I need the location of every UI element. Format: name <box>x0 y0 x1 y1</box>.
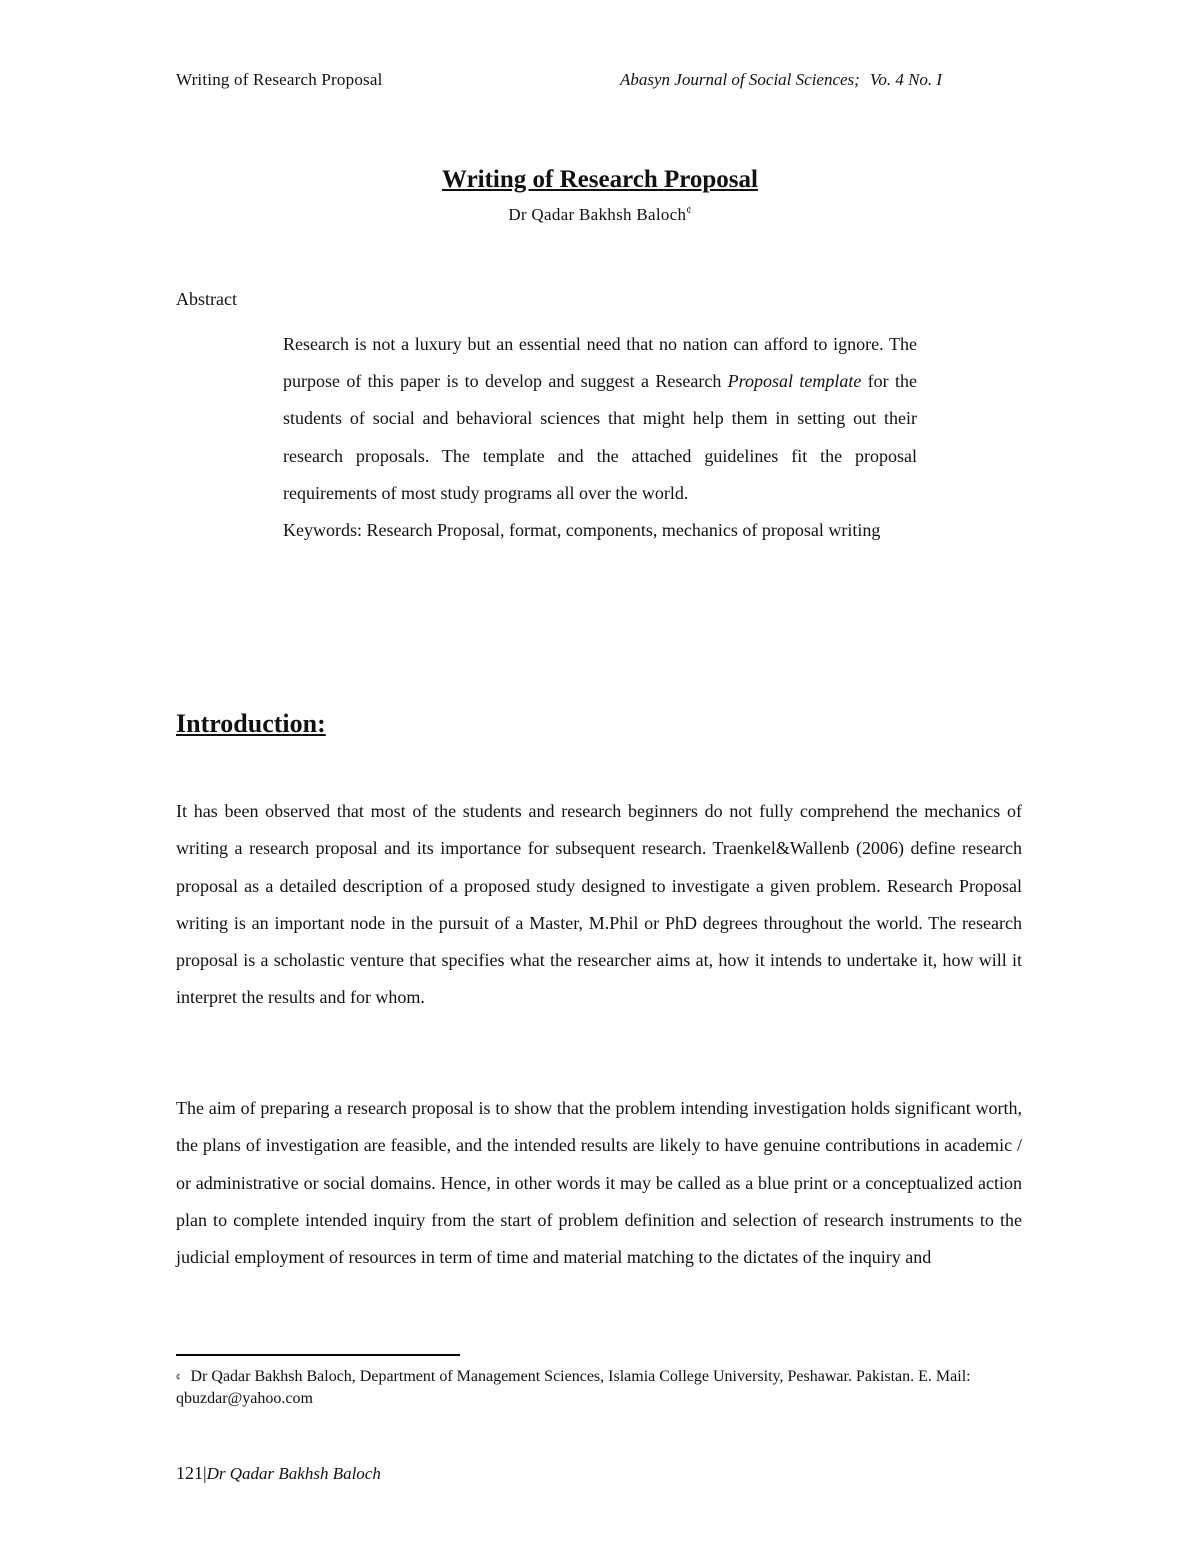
footer-author: Dr Qadar Bakhsh Baloch <box>206 1464 381 1483</box>
running-header <box>176 70 1000 96</box>
author-footnote-mark: ¢ <box>686 205 692 217</box>
introduction-paragraph-1: It has been observed that most of the students and research beginners do not fully comprehend the mechanics of writing a research proposal and its importance for subsequent research. Traenkel&Wallenb (2006) define research proposal as a detailed description of a proposed study designed to investigate a given problem. Research Proposal writing is an important node in the pursuit of a Master, M.Phil or PhD degrees throughout the world. The research proposal is a scholastic venture that specifies what the researcher aims at, how it intends to undertake it, how will it interpret the results and for whom. <box>176 801 1022 1008</box>
footnote-text: Dr Qadar Bakhsh Baloch, Department of Management Sciences, Islamia College University, Peshawar. Pakistan. E. Mail: qbuzdar@yahoo.com <box>176 1368 971 1407</box>
author-line <box>176 205 1024 225</box>
header-title: Writing of Research Proposal <box>176 70 383 89</box>
footnote-mark: ¢ <box>176 1372 181 1382</box>
footnote-separator <box>176 1354 460 1356</box>
paper-title: Writing of Research Proposal <box>442 166 758 193</box>
footer-separator: | <box>203 1463 207 1483</box>
footnote <box>176 1366 1016 1410</box>
page-number: 121 <box>176 1463 203 1483</box>
introduction-heading: Introduction: <box>176 709 326 738</box>
abstract-italic-phrase: Proposal template <box>727 371 862 392</box>
abstract-text-1: Research is not a luxury but an essential need that no nation can afford to ignore. The purpose of this paper is to develop and suggest a Research <box>283 334 917 392</box>
header-journal <box>620 70 942 90</box>
journal-volume: Vo. 4 No. I <box>869 70 943 89</box>
abstract-text-2: for the students of social and behavioral sciences that might help them in setting out their research proposals. The template and the attached guidelines fit the proposal requirements of most study programs all over the world. <box>283 371 918 503</box>
abstract-label: Abstract <box>176 289 237 309</box>
journal-name: Abasyn Journal of Social Sciences; <box>620 70 860 89</box>
page-footer <box>176 1463 381 1484</box>
author-name: Dr Qadar Bakhsh Baloch <box>508 205 687 224</box>
introduction-paragraph-2: The aim of preparing a research proposal is to show that the problem intending investigation holds significant worth, the plans of investigation are feasible, and the intended results are likely to have genuine contributions in academic / or administrative or social domains. Hence, in other words it may be called as a blue print or a conceptualized action plan to complete intended inquiry from the start of problem definition and selection of research instruments to the judicial employment of resources in term of time and material matching to the dictates of the inquiry and <box>176 1098 1022 1268</box>
abstract-body <box>283 326 917 549</box>
abstract-keywords: Keywords: Research Proposal, format, components, mechanics of proposal writing <box>283 520 881 541</box>
